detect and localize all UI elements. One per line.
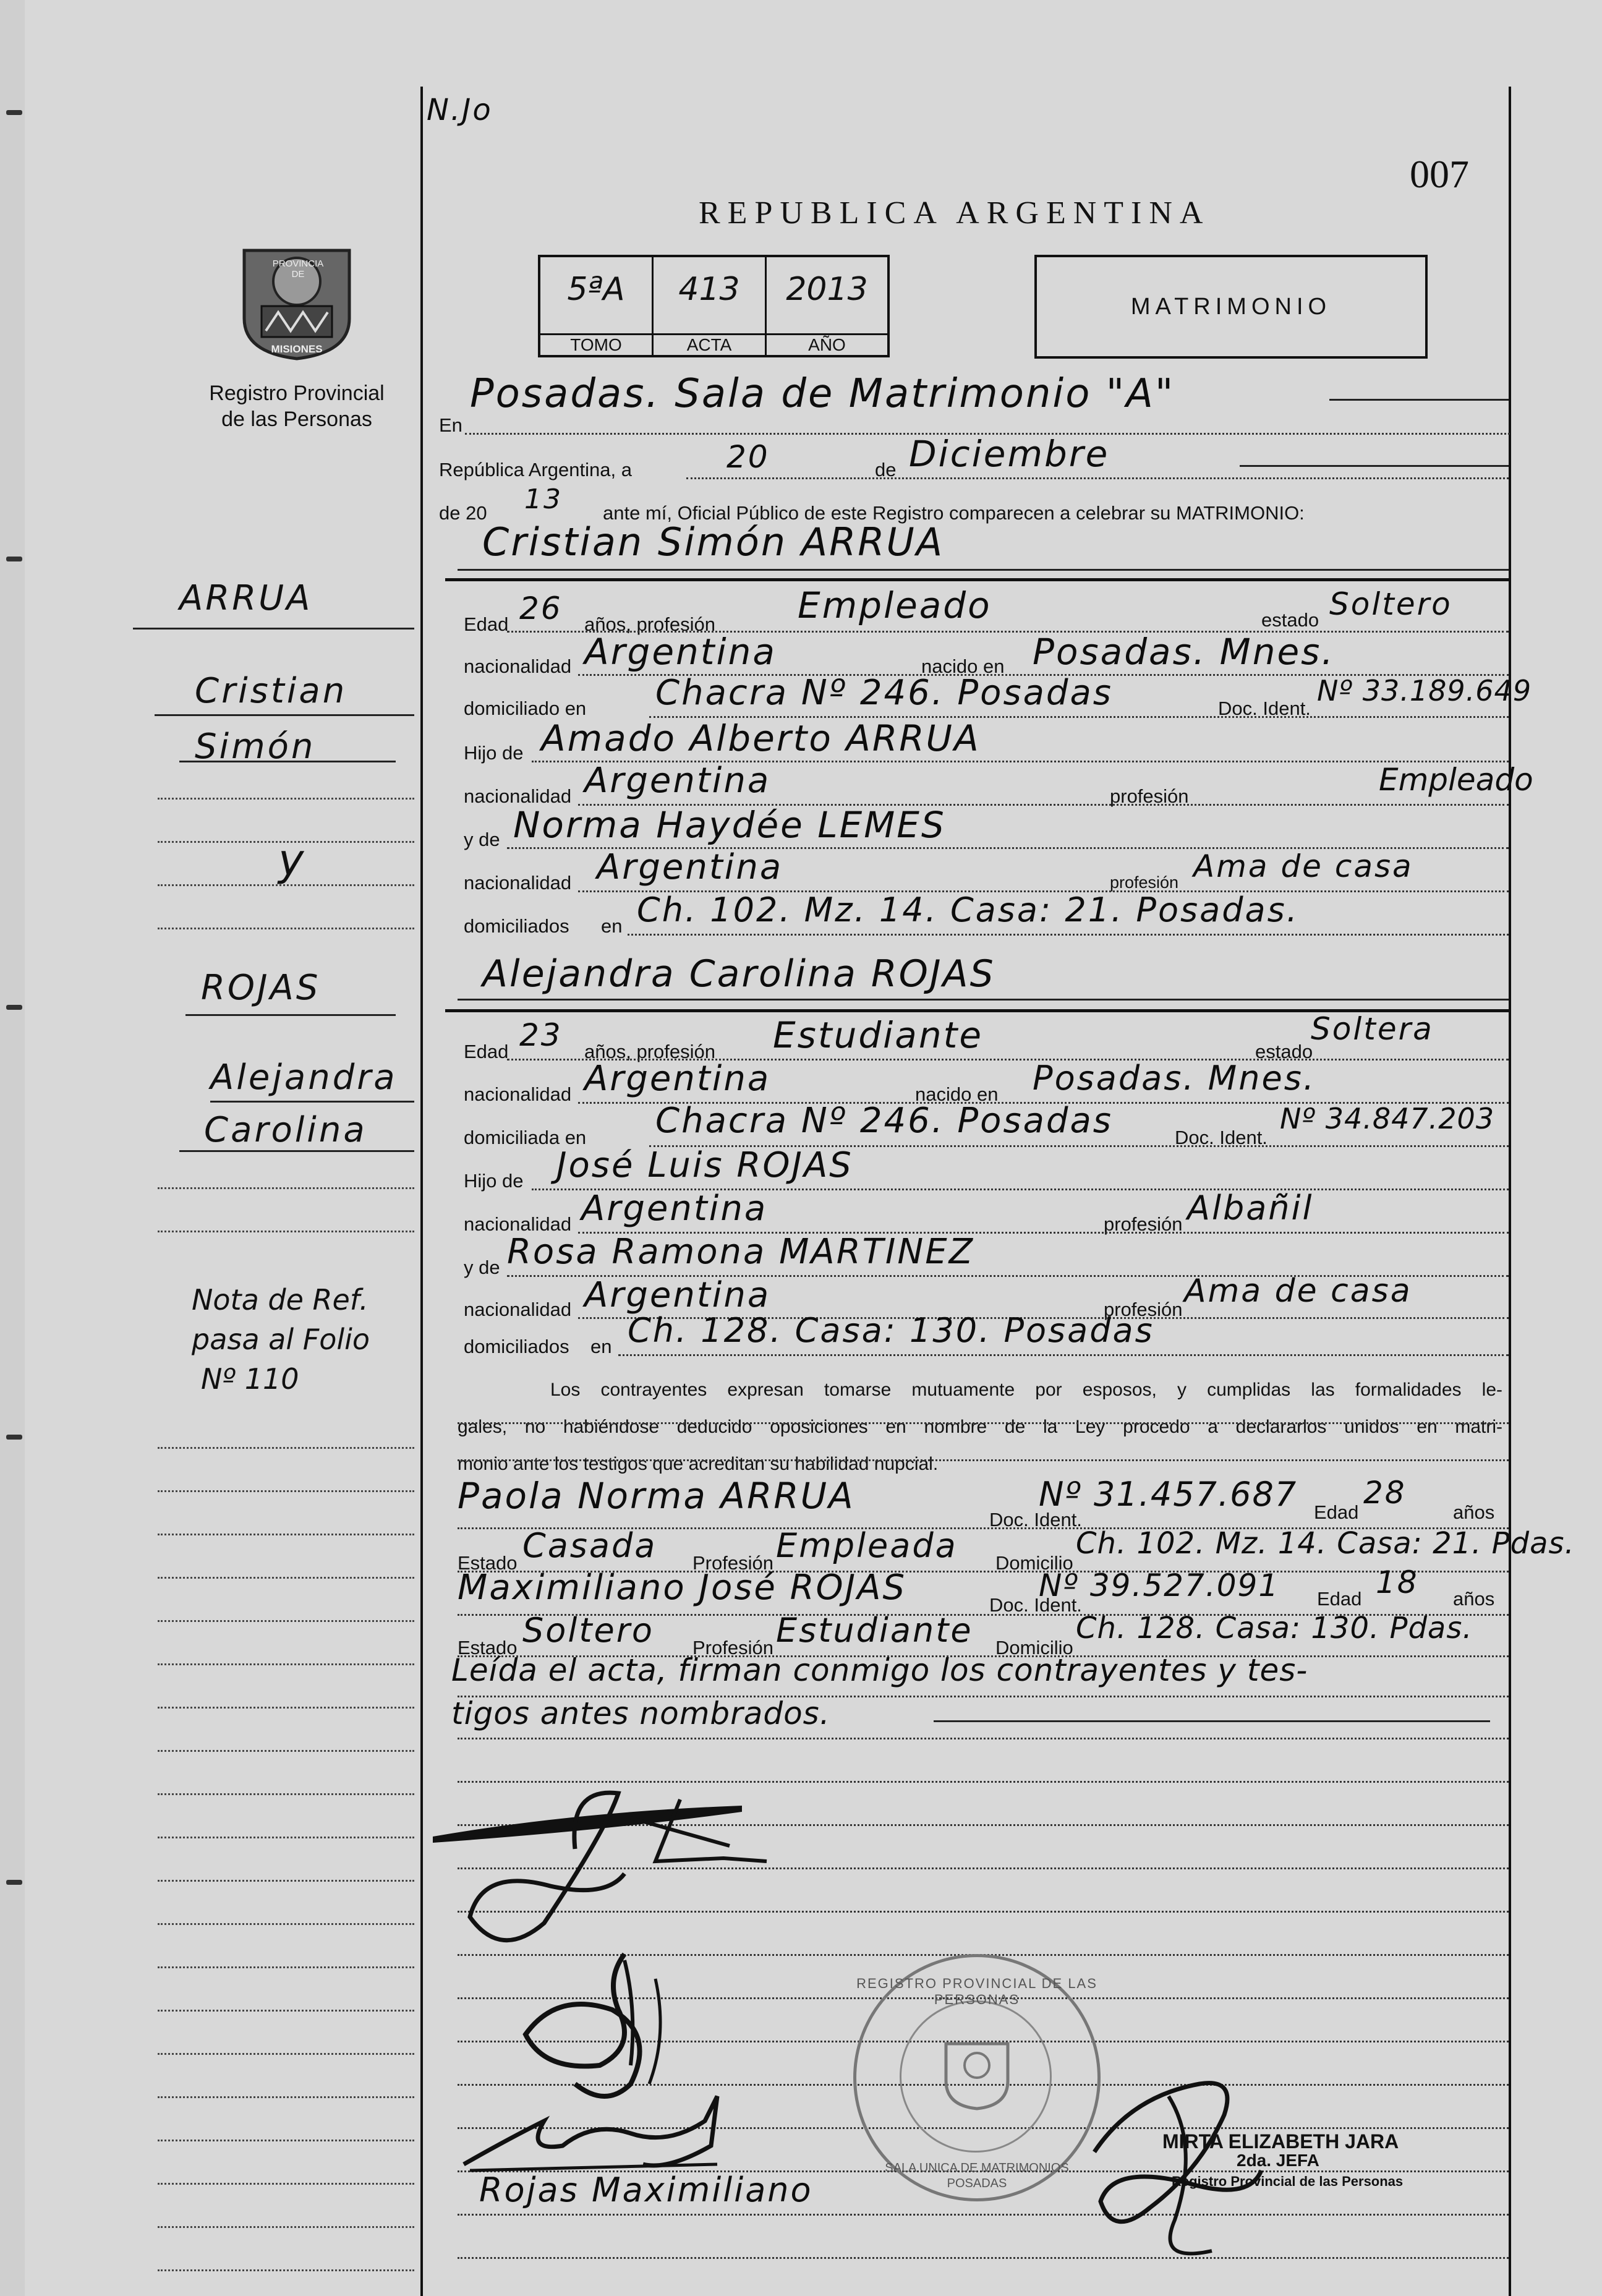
- witness-1-profession: Empleada: [776, 1526, 958, 1565]
- date-line: [686, 477, 1509, 479]
- groom-domiciliado-label: domiciliado en: [464, 698, 587, 719]
- witness-1-name: Paola Norma ARRUA: [458, 1475, 855, 1517]
- margin-ruled-line: [158, 1447, 414, 1449]
- declaration-text: [458, 1372, 1502, 1483]
- margin-ruled-line: [158, 1966, 414, 1968]
- witness-1-address: Ch. 102. Mz. 14. Casa: 21. Pdas.: [1076, 1526, 1575, 1561]
- note-line-2: pasa al Folio: [192, 1323, 370, 1356]
- bride-father-label: Hijo de: [464, 1170, 524, 1192]
- groom-estado-label: estado: [1261, 609, 1319, 631]
- note-line-3: Nº 110: [201, 1362, 299, 1396]
- office-name: [192, 380, 402, 432]
- margin-ruled-line: [158, 884, 414, 886]
- handwritten-signature-name: Rojas Maximiliano: [479, 2170, 813, 2209]
- margin-ruled-line: [158, 2096, 414, 2098]
- initials: N.Jo: [427, 93, 493, 127]
- margin-underline: [133, 628, 414, 629]
- groom-mother: Norma Haydée LEMES: [513, 804, 946, 846]
- groom-anios-label: años, profesión: [584, 613, 715, 635]
- witness-1-doc-label: Doc. Ident.: [989, 1509, 1082, 1530]
- groom-profession: Empleado: [798, 584, 992, 626]
- anio-value: 2013: [786, 271, 868, 308]
- right-border: [1509, 87, 1511, 2296]
- binding-hole: [6, 1005, 22, 1010]
- witness-2-anios-label: años: [1453, 1588, 1495, 1610]
- witness-1-dom-label: Domicilio: [995, 1552, 1073, 1574]
- groom-mother-profession: Ama de casa: [1193, 848, 1413, 884]
- witness-2-address: Ch. 128. Casa: 130. Pdas.: [1076, 1611, 1473, 1645]
- margin-groom-name-2: Simón: [195, 727, 316, 767]
- bride-profession: Estudiante: [773, 1014, 984, 1056]
- row-line: [628, 934, 1509, 936]
- witness-1-age: 28: [1363, 1475, 1407, 1511]
- margin-bride-name-2: Carolina: [204, 1110, 367, 1150]
- groom-father-profession: Empleado: [1379, 762, 1533, 798]
- declaration-line-1: Los contrayentes expresan tomarse mutuamente por esposos, y cumplidas las formalidades le-: [550, 1380, 1502, 1400]
- closing-line-2: tigos antes nombrados.: [451, 1696, 830, 1731]
- groom-mother-label: y de: [464, 829, 500, 850]
- groom-father-nationality: Argentina: [584, 761, 771, 801]
- margin-ruled-line: [158, 1923, 414, 1925]
- bride-nationality: Argentina: [584, 1059, 771, 1099]
- witness-2-age: 18: [1376, 1564, 1419, 1600]
- seal-text-bottom: POSADAS: [947, 2177, 1007, 2190]
- binding-hole: [6, 1435, 22, 1440]
- bride-birthplace: Posadas. Mnes.: [1033, 1059, 1316, 1098]
- bride-nacionalidad-label: nacionalidad: [464, 1083, 572, 1105]
- margin-ruled-line: [158, 798, 414, 800]
- republica-label: República Argentina, a: [439, 459, 632, 480]
- row-line: [458, 1459, 1509, 1461]
- bride-status: Soltera: [1311, 1011, 1434, 1047]
- place: Posadas. Sala de Matrimonio "A": [470, 371, 1175, 417]
- bride-anios-label: años, profesión: [584, 1041, 715, 1062]
- bride-parents-address: Ch. 128. Casa: 130. Posadas: [628, 1311, 1154, 1350]
- bride-mother-nationality: Argentina: [584, 1275, 771, 1315]
- margin-underline: [155, 714, 414, 716]
- groom-birthplace: Posadas. Mnes.: [1033, 631, 1335, 673]
- en-label: En: [439, 414, 462, 436]
- margin-ruled-line: [158, 2010, 414, 2012]
- year-suffix: 13: [524, 484, 563, 515]
- groom-father-label: Hijo de: [464, 742, 524, 764]
- witness-1-anios-label: años: [1453, 1501, 1495, 1523]
- section-rule: [445, 578, 1509, 581]
- tomo-value: 5ªA: [567, 271, 625, 308]
- bride-father-profession: Albañil: [1187, 1189, 1314, 1227]
- fill-stroke: [934, 1720, 1490, 1722]
- acta-label: ACTA: [654, 333, 765, 355]
- office-line-2: de las Personas: [221, 408, 372, 431]
- groom-doc-label: Doc. Ident.: [1218, 698, 1311, 719]
- margin-ruled-line: [158, 2140, 414, 2141]
- year-label: de 20: [439, 502, 487, 524]
- margin-bride-surname: ROJAS: [201, 968, 321, 1008]
- bride-mother-label: y de: [464, 1257, 500, 1278]
- bride-father-nationality: Argentina: [581, 1189, 768, 1229]
- acta-value: 413: [678, 271, 740, 308]
- official-role: 2da. JEFA: [1237, 2151, 1319, 2170]
- country-title: REPUBLICA ARGENTINA: [699, 195, 1211, 231]
- margin-ruled-line: [158, 1793, 414, 1795]
- row-line: [618, 1354, 1509, 1356]
- witness-1-estado-label: Estado: [458, 1552, 518, 1574]
- record-type-box: MATRIMONIO: [1034, 255, 1428, 359]
- groom-status: Soltero: [1329, 586, 1452, 622]
- bride-domiciliado-label: domiciliada en: [464, 1127, 587, 1148]
- groom-father-prof-label: profesión: [1110, 785, 1189, 807]
- bride-doc-label: Doc. Ident.: [1175, 1127, 1268, 1148]
- margin-underline: [179, 1150, 414, 1152]
- binding-hole: [6, 110, 22, 115]
- margin-ruled-line: [158, 841, 414, 843]
- bride-mother-prof-label: profesión: [1104, 1299, 1183, 1320]
- groom-address: Chacra Nº 246. Posadas: [655, 673, 1113, 713]
- groom-parents-address: Ch. 102. Mz. 14. Casa: 21. Posadas.: [637, 890, 1299, 929]
- bride-father-nat-label: nacionalidad: [464, 1213, 572, 1235]
- groom-mother-nationality: Argentina: [597, 847, 783, 887]
- tomo-label: TOMO: [540, 333, 652, 355]
- groom-mother-nat-label: nacionalidad: [464, 872, 572, 894]
- folio-number: 007: [1410, 152, 1469, 196]
- margin-reference-note: [192, 1280, 370, 1399]
- bride-parents-dom-label: domiciliados: [464, 1336, 569, 1357]
- bride-parents-en-label: en: [590, 1336, 612, 1357]
- margin-groom-surname: ARRUA: [179, 578, 313, 618]
- binding-hole: [6, 557, 22, 561]
- margin-ruled-line: [158, 1534, 414, 1535]
- margin-ruled-line: [158, 2053, 414, 2055]
- witness-2-name: Maximiliano José ROJAS: [458, 1568, 906, 1608]
- bride-estado-label: estado: [1255, 1041, 1313, 1062]
- bride-mother-nat-label: nacionalidad: [464, 1299, 572, 1320]
- bride-mother-profession: Ama de casa: [1184, 1273, 1412, 1310]
- closing-line-1: Leída el acta, firman conmigo los contrayentes y tes-: [451, 1652, 1308, 1688]
- tomo-cell: [540, 257, 654, 355]
- margin-ruled-line: [158, 1707, 414, 1709]
- de-label: de: [875, 459, 897, 480]
- anio-cell: [767, 257, 887, 355]
- witness-2-profession: Estudiante: [776, 1611, 973, 1650]
- groom-mother-prof-label: profesión: [1110, 873, 1179, 892]
- bride-nacido-label: nacido en: [915, 1083, 999, 1105]
- groom-nacionalidad-label: nacionalidad: [464, 655, 572, 677]
- office-line-1: Registro Provincial: [209, 382, 385, 405]
- witness-2-doc: Nº 39.527.091: [1039, 1568, 1280, 1603]
- bride-father-prof-label: profesión: [1104, 1213, 1183, 1235]
- document-page: [25, 0, 1602, 2296]
- margin-underline: [185, 1014, 396, 1016]
- margin-bride-name-1: Alejandra: [210, 1057, 398, 1098]
- margin-ruled-line: [158, 928, 414, 929]
- margin-groom-name-1: Cristian: [195, 671, 347, 711]
- bride-age: 23: [519, 1017, 563, 1053]
- name-underline: [458, 569, 1509, 571]
- row-line: [458, 1422, 1509, 1424]
- witness-2-prof-label: Profesión: [692, 1637, 773, 1658]
- groom-age: 26: [519, 591, 563, 626]
- acta-cell: [654, 257, 767, 355]
- groom-father-nat-label: nacionalidad: [464, 785, 572, 807]
- groom-edad-label: Edad: [464, 613, 509, 635]
- fill-stroke: [1240, 465, 1509, 467]
- seal-text-mid: SALA UNICA DE MATRIMONIOS: [885, 2161, 1069, 2175]
- groom-parents-dom-label: domiciliados: [464, 915, 569, 937]
- margin-ruled-line: [158, 2226, 414, 2228]
- fill-stroke: [1329, 399, 1509, 401]
- bride-father: José Luis ROJAS: [556, 1145, 853, 1185]
- official-office: Registro Provincial de las Personas: [1172, 2174, 1404, 2189]
- seal-text-outer: REGISTRO PROVINCIAL DE LAS PERSONAS: [856, 1976, 1097, 2007]
- month: Diciembre: [909, 433, 1110, 475]
- bride-edad-label: Edad: [464, 1041, 509, 1062]
- declaration-line-3: monio ante los testigos que acreditan su habilidad nupcial.: [458, 1454, 939, 1474]
- witness-2-status: Soltero: [522, 1611, 654, 1650]
- bride-mother: Rosa Ramona MARTINEZ: [507, 1232, 975, 1272]
- anio-label: AÑO: [767, 333, 887, 355]
- statement: ante mí, Oficial Público de este Registro comparecen a celebrar su MATRIMONIO:: [603, 502, 1305, 524]
- ruled-line: [458, 1738, 1509, 1739]
- witness-1-status: Casada: [522, 1526, 657, 1565]
- margin-ruled-line: [158, 1750, 414, 1752]
- groom-name: Cristian Simón ARRUA: [482, 519, 945, 565]
- groom-parents-en-label: en: [601, 915, 623, 937]
- name-underline: [458, 999, 1509, 1001]
- bride-doc: Nº 34.847.203: [1280, 1102, 1495, 1135]
- margin-underline: [210, 1101, 414, 1103]
- logo-text-top: PROVINCIA DE: [272, 258, 324, 280]
- witness-1-prof-label: Profesión: [692, 1552, 773, 1574]
- margin-ruled-line: [158, 1231, 414, 1232]
- declaration-line-2: gales, no habiéndose deducido oposiciones en nombre de la Ley procedo a declararlos unidos en matri-: [458, 1417, 1502, 1437]
- official-name: MIRTA ELIZABETH JARA: [1162, 2130, 1399, 2153]
- margin-ruled-line: [158, 2269, 414, 2271]
- groom-nacido-label: nacido en: [921, 655, 1005, 677]
- witness-2-estado-label: Estado: [458, 1637, 518, 1658]
- logo-text-bottom: MISIONES: [271, 343, 323, 355]
- groom-father: Amado Alberto ARRUA: [541, 717, 981, 759]
- margin-ruled-line: [158, 1490, 414, 1492]
- margin-ruled-line: [158, 2183, 414, 2185]
- bride-address: Chacra Nº 246. Posadas: [655, 1101, 1113, 1141]
- day: 20: [726, 439, 770, 475]
- registry-table: [538, 255, 890, 357]
- margin-ruled-line: [158, 1663, 414, 1665]
- official-seal: [853, 1954, 1101, 2201]
- groom-nationality: Argentina: [584, 631, 777, 673]
- margin-ruled-line: [158, 1187, 414, 1189]
- seal-emblem-icon: [940, 2038, 1014, 2112]
- witness-1-edad-label: Edad: [1314, 1501, 1359, 1523]
- margin-ruled-line: [158, 1880, 414, 1882]
- groom-doc: Nº 33.189.649: [1317, 674, 1532, 707]
- margin-ruled-line: [158, 1837, 414, 1838]
- margin-ruled-line: [158, 1620, 414, 1622]
- margin-ruled-line: [158, 1577, 414, 1579]
- margin-conjunction: y: [278, 835, 307, 886]
- bride-name: Alejandra Carolina ROJAS: [482, 952, 995, 996]
- witness-2-dom-label: Domicilio: [995, 1637, 1073, 1658]
- witness-2-edad-label: Edad: [1317, 1588, 1362, 1610]
- witness-2-doc-label: Doc. Ident.: [989, 1594, 1082, 1616]
- note-line-1: Nota de Ref.: [192, 1283, 369, 1317]
- witness-1-doc: Nº 31.457.687: [1039, 1475, 1298, 1514]
- margin-underline: [179, 761, 396, 762]
- binding-hole: [6, 1880, 22, 1885]
